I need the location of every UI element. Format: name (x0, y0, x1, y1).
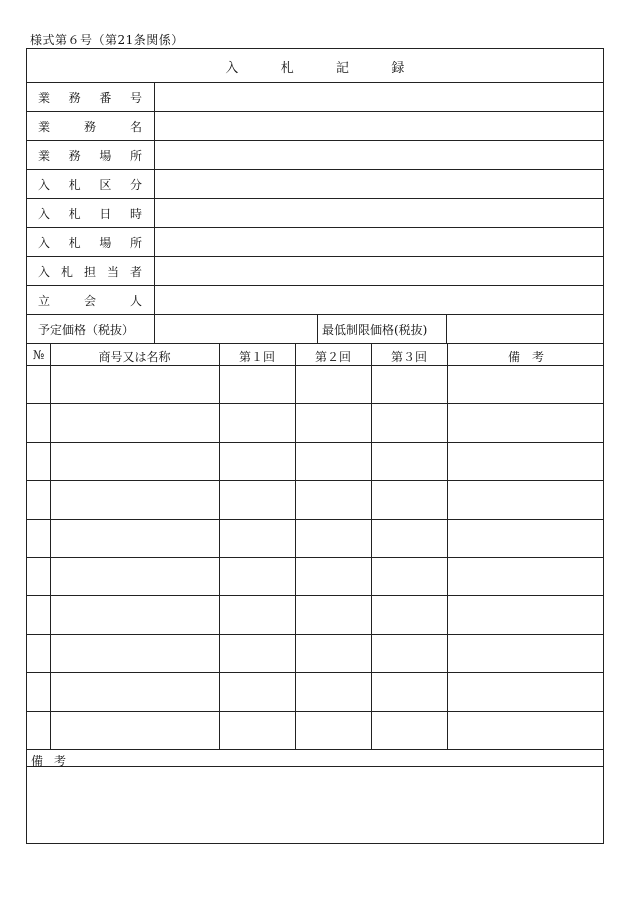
notes-label: 備 考 (31, 754, 67, 768)
price-row (27, 315, 603, 344)
table-row (27, 673, 603, 711)
header-no: № (32, 348, 45, 362)
table-row (27, 520, 603, 558)
column-divider (154, 286, 155, 314)
info-row-witness (27, 286, 603, 315)
notes-area (27, 767, 603, 843)
header-company-name: 商号又は名称 (98, 350, 171, 364)
min-price-label: 最低制限価格(税抜) (322, 323, 428, 337)
column-divider (154, 257, 155, 285)
header-remarks: 備 考 (507, 350, 544, 364)
column-divider (154, 170, 155, 198)
info-label: 業 務 場 所 (38, 149, 142, 163)
info-label: 入 札 日 時 (38, 207, 142, 221)
info-label: 入 札 場 所 (38, 236, 142, 250)
title-char: 入 (225, 61, 239, 76)
title-char: 札 (280, 61, 294, 76)
planned-price-label: 予定価格（税抜） (38, 323, 135, 337)
info-row-business-number (27, 83, 603, 112)
column-divider (154, 199, 155, 227)
form-title (27, 57, 603, 76)
info-label: 入 札 担 当 者 (38, 265, 142, 279)
header-round-1: 第１回 (238, 350, 275, 364)
table-row (27, 481, 603, 519)
info-row-bid-location (27, 228, 603, 257)
header-round-2: 第２回 (314, 350, 351, 364)
title-row (27, 49, 603, 83)
table-row (27, 635, 603, 673)
column-divider (446, 315, 447, 343)
title-char: 記 (336, 61, 350, 76)
info-label: 業 務 番 号 (38, 91, 142, 105)
column-divider (154, 83, 155, 111)
table-row (27, 596, 603, 634)
info-row-bid-category (27, 170, 603, 199)
info-row-business-location (27, 141, 603, 170)
header-round-3: 第３回 (390, 350, 427, 364)
form-number-label: 様式第６号（第21条関係） (30, 33, 184, 47)
bid-record-form (26, 48, 604, 844)
table-header-row (27, 344, 603, 366)
notes-header-row (27, 750, 603, 767)
table-row (27, 443, 603, 481)
info-label: 立 会 人 (38, 294, 142, 308)
info-row-bid-person-in-charge (27, 257, 603, 286)
table-row (27, 558, 603, 596)
info-label: 入 札 区 分 (38, 178, 142, 192)
info-row-business-name (27, 112, 603, 141)
column-divider (154, 228, 155, 256)
column-divider (154, 141, 155, 169)
info-row-bid-datetime (27, 199, 603, 228)
info-label: 業 務 名 (38, 120, 142, 134)
column-divider (317, 315, 318, 343)
column-divider (154, 315, 155, 343)
title-char: 録 (391, 61, 405, 76)
table-row (27, 404, 603, 442)
column-divider (154, 112, 155, 140)
table-row (27, 366, 603, 404)
table-row (27, 712, 603, 750)
